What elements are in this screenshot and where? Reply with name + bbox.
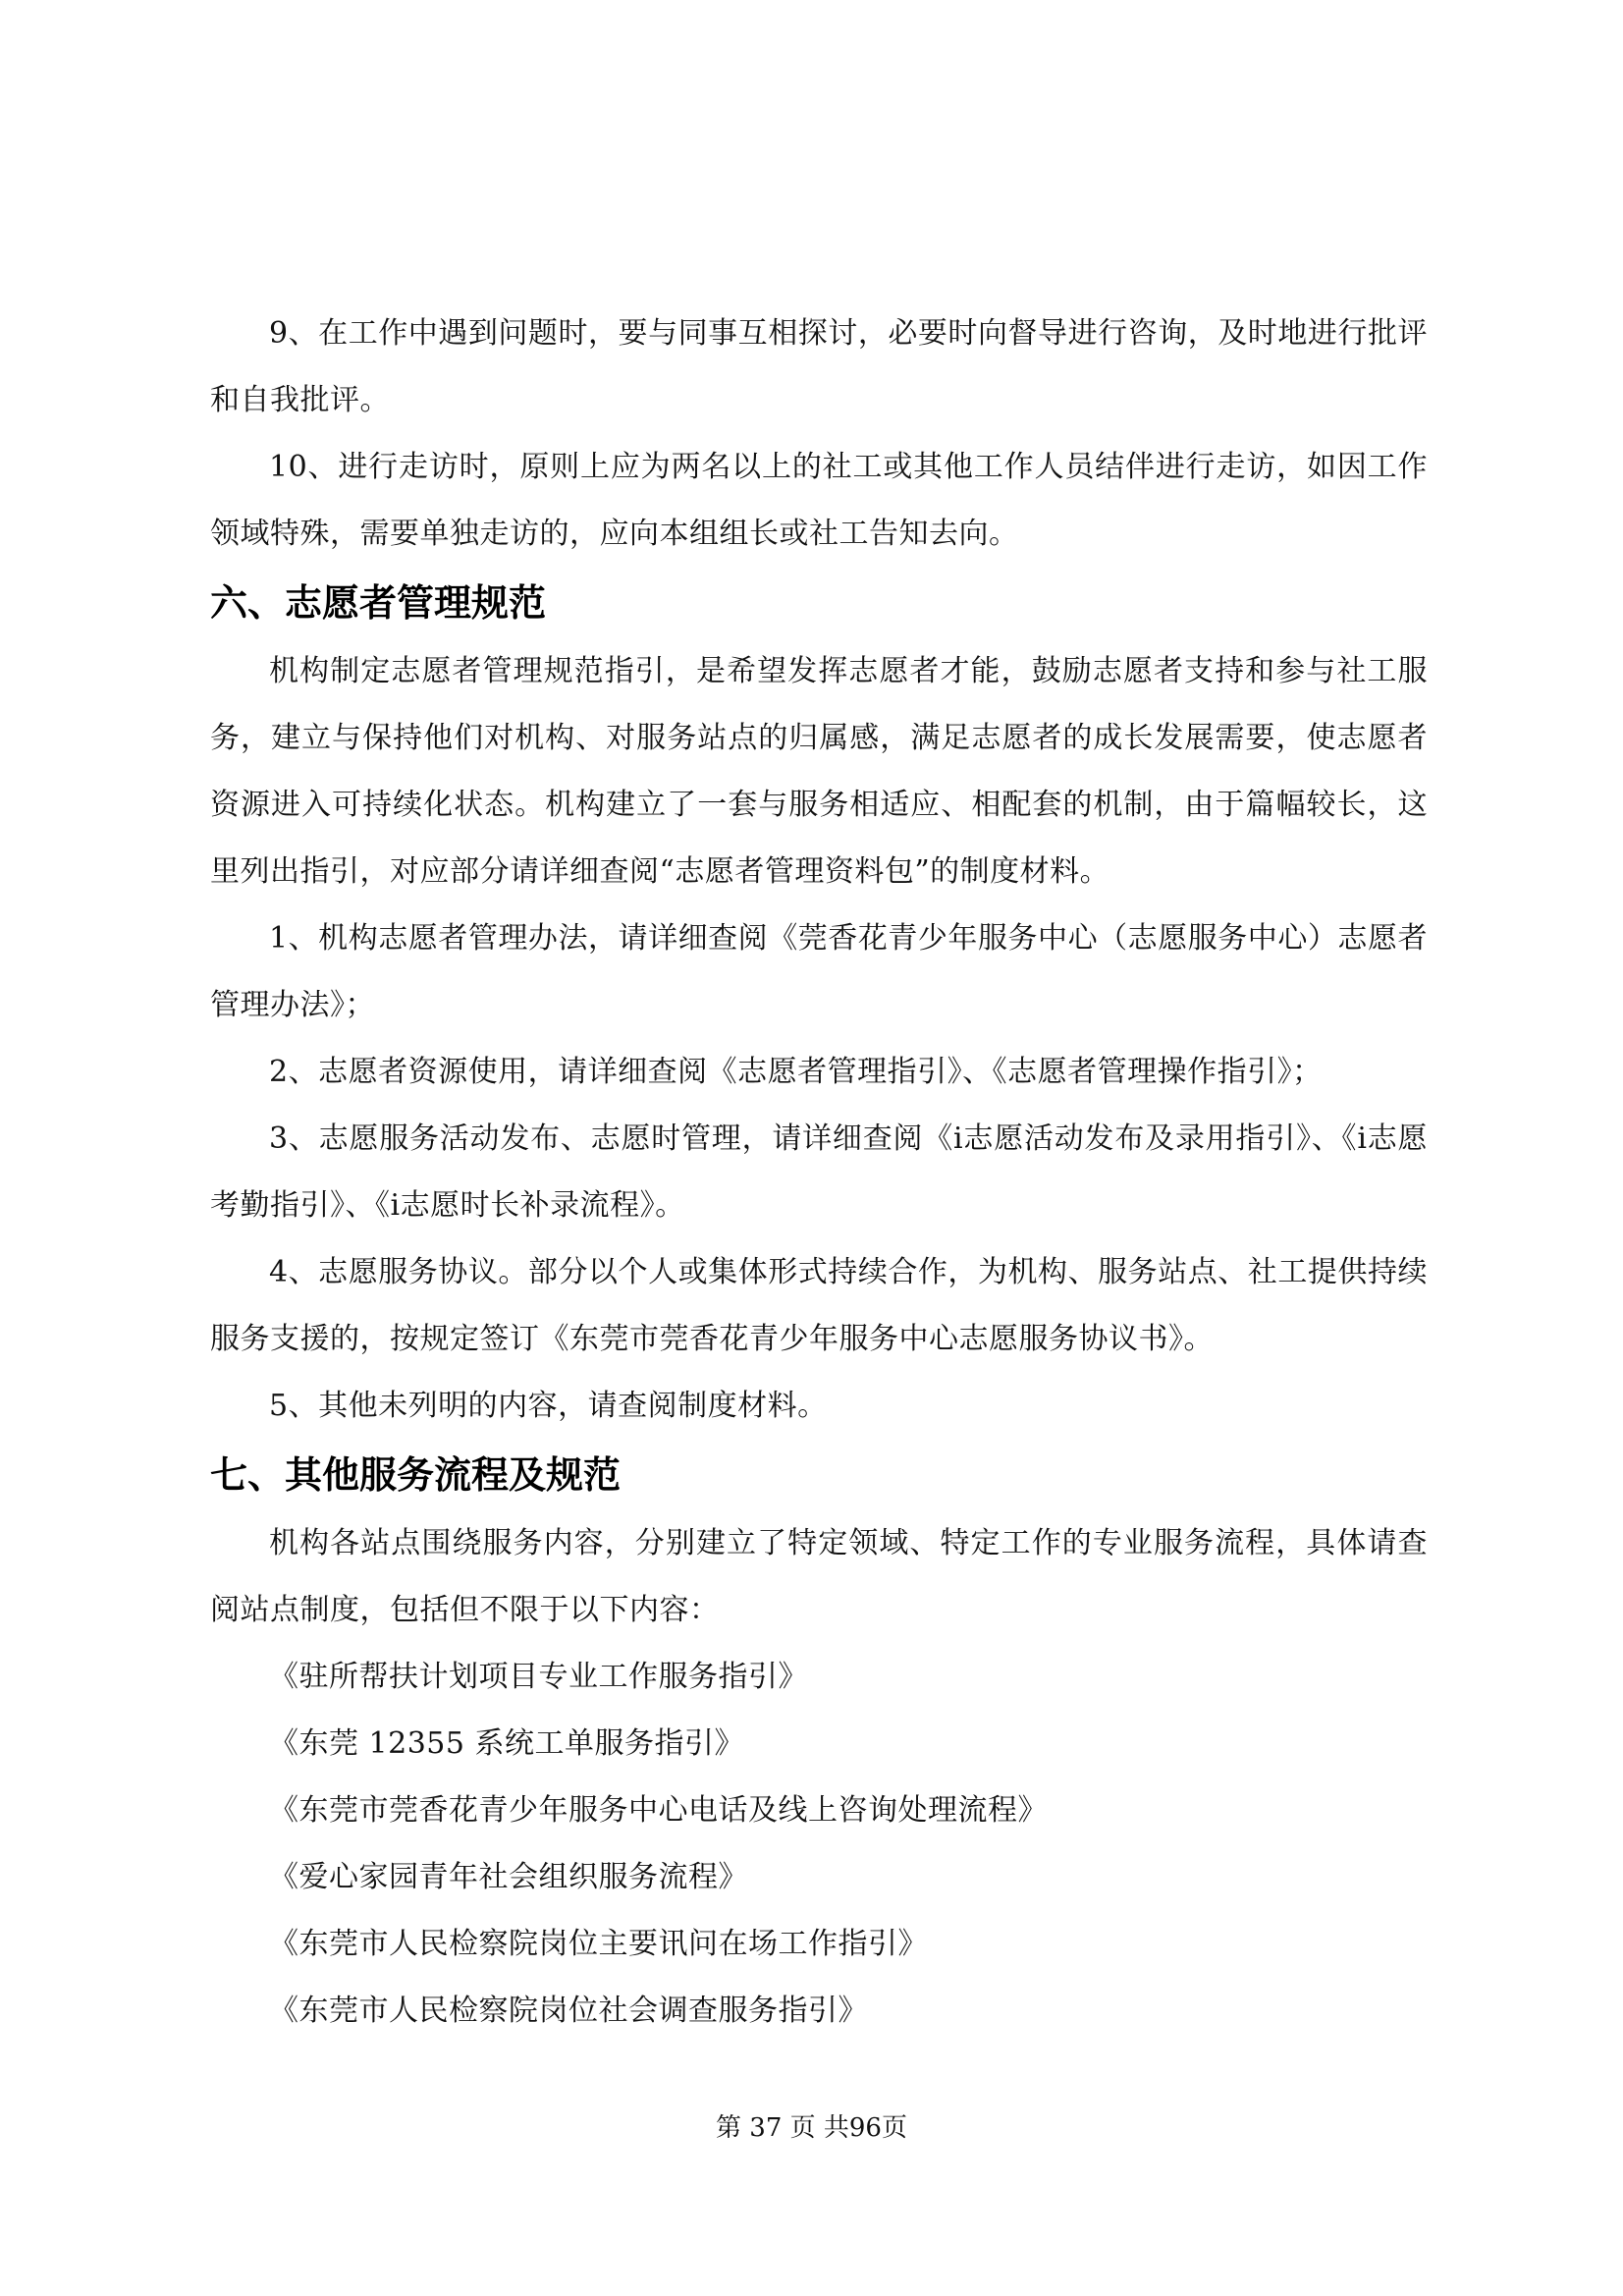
section-heading-other-service-processes: 七、其他服务流程及规范 xyxy=(210,1453,622,1497)
document-list-item: 《爱心家园青年社会组织服务流程》 xyxy=(269,1860,748,1894)
paragraph-volunteer-item-4: 4、志愿服务协议。部分以个人或集体形式持续合作，为机构、服务站点、社工提供持续服务支援的，按规定签订《东莞市莞香花青少年服务中心志愿服务协议书》。 xyxy=(210,1255,1428,1356)
paragraph-item-9: 9、在工作中遇到问题时，要与同事互相探讨，必要时向督导进行咨询，及时地进行批评和自我批评。 xyxy=(210,316,1428,417)
paragraph-volunteer-intro: 机构制定志愿者管理规范指引，是希望发挥志愿者才能，鼓励志愿者支持和参与社工服务，建立与保持他们对机构、对服务站点的归属感，满足志愿者的成长发展需要，使志愿者资源进入可持续化状态。机构建立了一套与服务相适应、相配套的机制，由于篇幅较长，这里列出指引，对应部分请详细查阅“志愿者管理资料包”的制度材料。 xyxy=(210,654,1428,889)
document-list-item: 《东莞市人民检察院岗位社会调查服务指引》 xyxy=(269,1994,868,2028)
document-list-item: 《驻所帮扶计划项目专业工作服务指引》 xyxy=(269,1660,808,1694)
page-content xyxy=(210,301,1428,2045)
paragraph-item-10: 10、进行走访时，原则上应为两名以上的社工或其他工作人员结伴进行走访，如因工作领域特殊，需要单独走访的，应向本组组长或社工告知去向。 xyxy=(210,450,1428,551)
paragraph-volunteer-item-2: 2、志愿者资源使用，请详细查阅《志愿者管理指引》、《志愿者管理操作指引》； xyxy=(269,1055,1323,1089)
paragraph-other-intro: 机构各站点围绕服务内容，分别建立了特定领域、特定工作的专业服务流程，具体请查阅站点制度，包括但不限于以下内容： xyxy=(210,1526,1428,1627)
document-list-item: 《东莞市莞香花青少年服务中心电话及线上咨询处理流程》 xyxy=(269,1793,1048,1828)
page-footer: 第 37 页 共96页 xyxy=(716,2113,907,2143)
section-heading-volunteer-management: 六、志愿者管理规范 xyxy=(210,581,547,625)
document-list xyxy=(210,1644,1428,2045)
paragraph-volunteer-item-5: 5、其他未列明的内容，请查阅制度材料。 xyxy=(269,1389,828,1423)
paragraph-volunteer-item-3: 3、志愿服务活动发布、志愿时管理，请详细查阅《i志愿活动发布及录用指引》、《i志愿考勤指引》、《i志愿时长补录流程》。 xyxy=(210,1121,1428,1223)
document-list-item: 《东莞 12355 系统工单服务指引》 xyxy=(269,1726,745,1761)
paragraph-volunteer-item-1: 1、机构志愿者管理办法，请详细查阅《莞香花青少年服务中心（志愿服务中心）志愿者管理办法》； xyxy=(210,921,1428,1022)
document-list-item: 《东莞市人民检察院岗位主要讯问在场工作指引》 xyxy=(269,1927,928,1961)
